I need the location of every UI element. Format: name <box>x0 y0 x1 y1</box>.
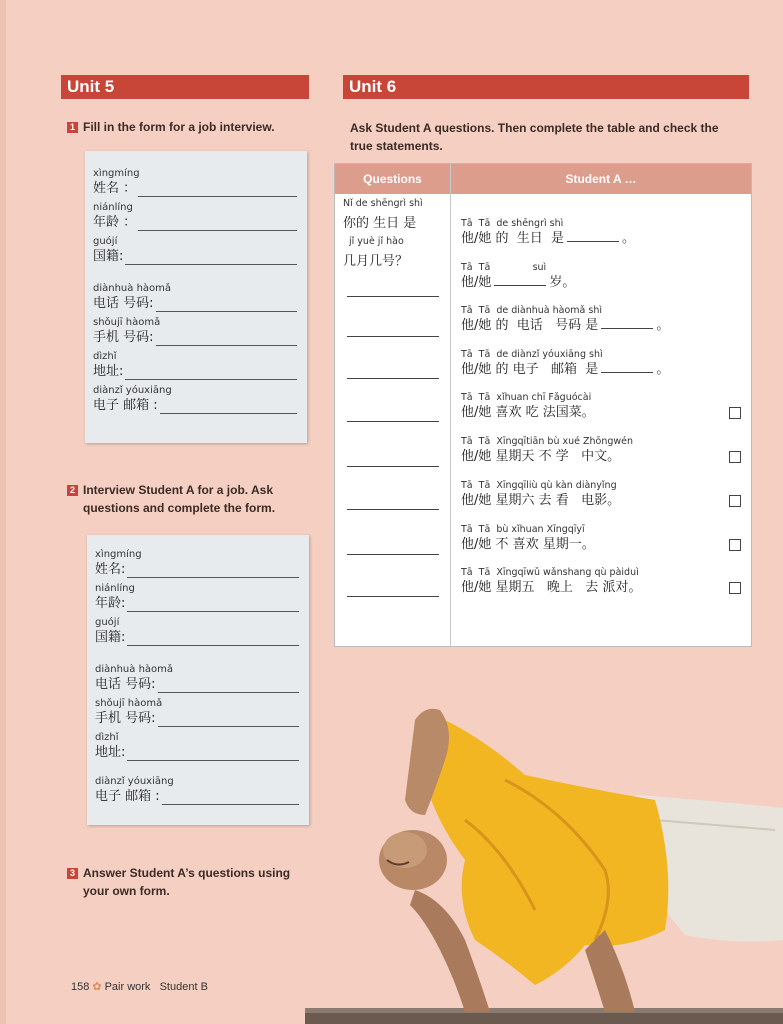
field-label: 国籍: <box>93 249 124 264</box>
field-input-line[interactable] <box>160 403 297 414</box>
field-input-line[interactable] <box>125 369 297 380</box>
field-input-line[interactable] <box>158 682 299 693</box>
statement-row <box>461 218 741 247</box>
statement-row <box>461 480 741 509</box>
statement-chinese: 他/她 <box>461 275 492 290</box>
step-number: 1 <box>67 122 78 133</box>
field-input-line[interactable] <box>125 254 297 265</box>
page-edge <box>0 0 6 1024</box>
form-field <box>95 776 299 805</box>
statement-pinyin: Tā Tā Xīngqītiān bù xué Zhōngwén <box>461 436 634 447</box>
statement-blank[interactable] <box>567 231 619 242</box>
field-pinyin: diànhuà hàomǎ <box>95 664 174 675</box>
statement-chinese: 他/她 的 电话 号码 是 <box>461 318 599 333</box>
field-label: 姓名 ： <box>93 181 137 196</box>
statement-chinese: 他/她 喜欢 吃 法国菜。 <box>461 405 595 420</box>
unit5-header: Unit 5 <box>61 75 309 99</box>
statement-chinese-end: 。 <box>622 231 636 246</box>
field-input-line[interactable] <box>127 750 299 761</box>
step-number: 2 <box>67 485 78 496</box>
form-field <box>93 385 297 414</box>
question-blank[interactable] <box>347 336 439 337</box>
question-pinyin: Nǐ de shēngrì shì <box>343 198 423 209</box>
question-blank[interactable] <box>347 596 439 597</box>
statement-chinese-end: 。 <box>656 362 670 377</box>
field-pinyin: guójí <box>95 617 120 628</box>
field-label: 电子 邮箱 : <box>93 398 158 413</box>
statement-row <box>461 392 741 421</box>
job-interview-form-own <box>85 151 307 443</box>
question-blank[interactable] <box>347 509 439 510</box>
statement-pinyin: Tā Tā suì <box>461 262 547 273</box>
step-number: 3 <box>67 868 78 879</box>
statement-chinese: 他/她 不 喜欢 星期一。 <box>461 537 595 552</box>
field-input-line[interactable] <box>156 335 297 346</box>
field-pinyin: diànzǐ yóuxiāng <box>93 385 172 396</box>
footer-section: Pair work <box>104 981 151 993</box>
unit5-instruction-1: 1 Fill in the form for a job interview. <box>67 118 307 136</box>
statement-row <box>461 262 741 291</box>
column-divider <box>450 164 451 646</box>
field-pinyin: xìngmíng <box>95 549 142 560</box>
statement-blank[interactable] <box>601 362 653 373</box>
question-blank[interactable] <box>347 296 439 297</box>
true-checkbox[interactable] <box>729 539 741 551</box>
form-field <box>95 617 299 646</box>
field-pinyin: shǒujī hàomǎ <box>93 317 161 328</box>
field-label: 手机 号码: <box>93 330 154 345</box>
true-checkbox[interactable] <box>729 495 741 507</box>
unit5-instruction-3: 3 Answer Student A’s questions using your own form. <box>67 864 307 900</box>
field-pinyin: diànzǐ yóuxiāng <box>95 776 174 787</box>
field-pinyin: shǒujī hàomǎ <box>95 698 163 709</box>
unit6-header: Unit 6 <box>343 75 749 99</box>
question-pinyin: jǐ yuè jǐ hào <box>349 236 404 247</box>
statement-pinyin: Tā Tā de diànzǐ yóuxiāng shì <box>461 349 603 360</box>
statement-chinese: 他/她 的 生日 是 <box>461 231 565 246</box>
question-blank[interactable] <box>347 421 439 422</box>
statement-pinyin: Tā Tā xǐhuan chī Fǎguócài <box>461 392 592 403</box>
statement-row <box>461 349 741 378</box>
statement-chinese: 他/她 星期天 不 学 中文。 <box>461 449 621 464</box>
statement-pinyin: Tā Tā bù xǐhuan Xīngqīyī <box>461 524 585 535</box>
form-field <box>93 202 297 231</box>
statement-pinyin: Tā Tā Xīngqīliù qù kàn diànyǐng <box>461 480 617 491</box>
field-label: 姓名: <box>95 562 126 577</box>
statement-chinese-end: 。 <box>656 318 670 333</box>
photo-person-balancing <box>305 700 783 1024</box>
statement-chinese: 他/她 星期六 去 看 电影。 <box>461 493 621 508</box>
field-pinyin: diànhuà hàomǎ <box>93 283 172 294</box>
page-number: 158 <box>71 981 90 993</box>
true-checkbox[interactable] <box>729 407 741 419</box>
job-interview-form-student-a <box>87 535 309 825</box>
field-pinyin: dìzhǐ <box>93 351 117 362</box>
statement-row <box>461 524 741 553</box>
field-pinyin: niánlíng <box>93 202 133 213</box>
question-chinese: 你的 生日 是 <box>343 216 417 231</box>
statement-pinyin: Tā Tā de shēngrì shì <box>461 218 564 229</box>
question-table <box>334 163 752 647</box>
field-pinyin: guójí <box>93 236 118 247</box>
field-label: 电子 邮箱 : <box>95 789 160 804</box>
true-checkbox[interactable] <box>729 582 741 594</box>
field-label: 手机 号码: <box>95 711 156 726</box>
true-checkbox[interactable] <box>729 451 741 463</box>
statement-blank[interactable] <box>601 318 653 329</box>
col-student-a: Student A … <box>565 172 637 186</box>
field-input-line[interactable] <box>138 220 297 231</box>
field-label: 电话 号码: <box>93 296 154 311</box>
unit6-instruction: Ask Student A questions. Then complete the table and check the true statements. <box>350 121 719 153</box>
question-blank[interactable] <box>347 466 439 467</box>
statement-pinyin: Tā Tā Xīngqīwǔ wǎnshang qù pàiduì <box>461 567 639 578</box>
form-field <box>93 168 297 197</box>
form-field <box>93 317 297 346</box>
field-input-line[interactable] <box>162 794 299 805</box>
form-field <box>95 664 299 693</box>
form-field <box>93 351 297 380</box>
footer-student: Student B <box>159 981 208 993</box>
field-pinyin: niánlíng <box>95 583 135 594</box>
field-input-line[interactable] <box>127 635 299 646</box>
form-field <box>95 698 299 727</box>
form-field <box>93 236 297 265</box>
field-label: 年龄: <box>95 596 126 611</box>
statement-row <box>461 305 741 334</box>
unit5-instruction-2: 2 Interview Student A for a job. Ask questions and complete the form. <box>67 481 307 517</box>
form-field <box>95 583 299 612</box>
flower-icon: ✿ <box>92 981 102 993</box>
field-pinyin: xìngmíng <box>93 168 140 179</box>
statement-blank[interactable] <box>494 275 546 286</box>
form-field <box>93 283 297 312</box>
field-label: 地址: <box>95 745 126 760</box>
statement-row <box>461 567 741 596</box>
field-input-line[interactable] <box>158 716 299 727</box>
statement-chinese-end: 岁。 <box>549 275 576 290</box>
statement-pinyin: Tā Tā de diànhuà hàomǎ shì <box>461 305 602 316</box>
question-blank[interactable] <box>347 554 439 555</box>
form-field <box>95 549 299 578</box>
table-header <box>335 164 751 194</box>
form-field <box>95 732 299 761</box>
col-questions: Questions <box>363 172 422 186</box>
field-input-line[interactable] <box>156 301 297 312</box>
statement-row <box>461 436 741 465</box>
question-blank[interactable] <box>347 378 439 379</box>
page-footer <box>71 980 208 993</box>
field-input-line[interactable] <box>138 186 297 197</box>
field-label: 国籍: <box>95 630 126 645</box>
field-input-line[interactable] <box>127 567 299 578</box>
question-chinese: 几月几号？ <box>343 254 409 269</box>
field-label: 年龄 ： <box>93 215 137 230</box>
statement-chinese: 他/她 星期五 晚上 去 派对。 <box>461 580 642 595</box>
field-pinyin: dìzhǐ <box>95 732 119 743</box>
statement-chinese: 他/她 的 电子 邮箱 是 <box>461 362 599 377</box>
field-label: 地址: <box>93 364 124 379</box>
field-label: 电话 号码: <box>95 677 156 692</box>
field-input-line[interactable] <box>127 601 299 612</box>
